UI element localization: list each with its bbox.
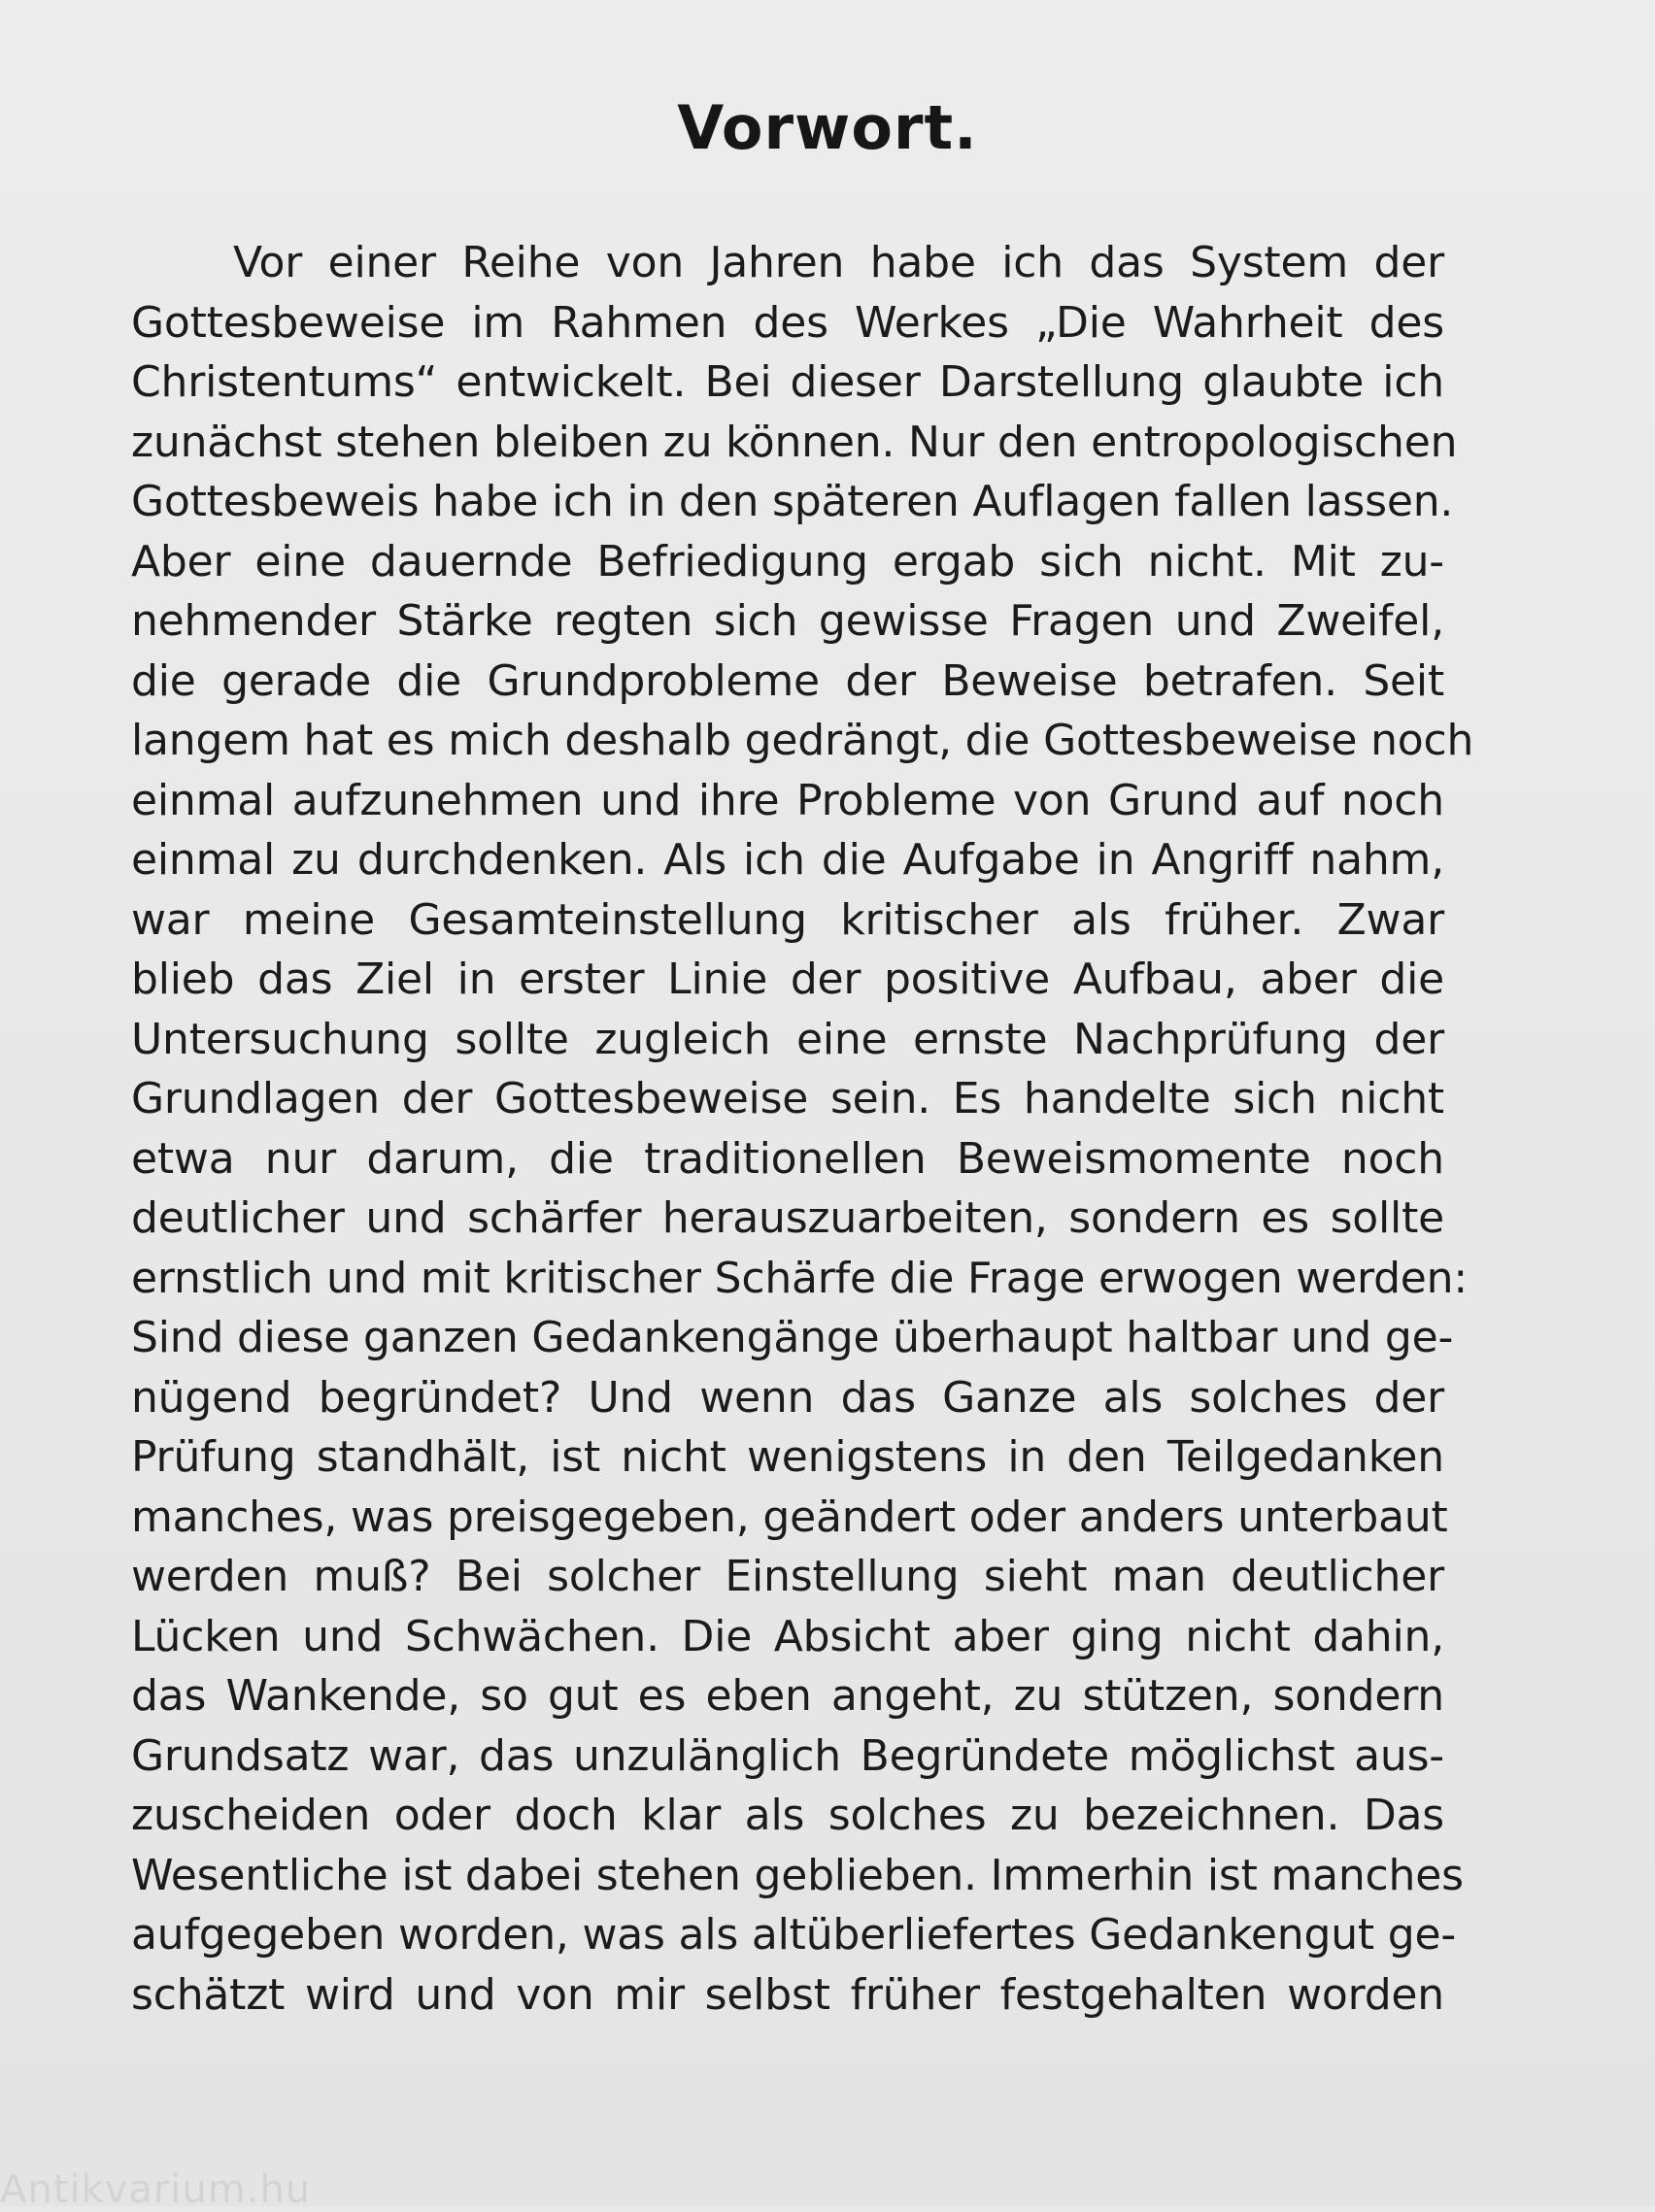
text-line: Untersuchung sollte zugleich eine ernste Nachprüfung der [131,1014,1444,1064]
text-line: langem hat es mich deshalb gedrängt, die Gottesbeweise noch [131,716,1474,765]
text-line: Prüfung standhält, ist nicht wenigstens in den Teilgedanken [131,1432,1444,1482]
text-line: Grundsatz war, das unzulänglich Begründete möglichst aus- [131,1730,1444,1781]
text-line: zuscheiden oder doch klar als solches zu bezeichnen. Das [131,1791,1444,1840]
text-line: nehmender Stärke regten sich gewisse Fragen und Zweifel, [131,596,1444,646]
text-line: schätzt wird und von mir selbst früher festgehalten worden [131,1969,1444,2020]
page-title: Vorwort. [677,92,978,163]
text-line: ernstlich und mit kritischer Schärfe die Frage erwogen werden: [131,1253,1468,1303]
text-line: Gottesbeweise im Rahmen des Werkes „Die Wahrheit des [131,297,1444,348]
text-line: blieb das Ziel in erster Linie der positive Aufbau, aber die [131,955,1444,1004]
text-line: Vor einer Reihe von Jahren habe ich das System der [233,238,1444,287]
text-line: nügend begründet? Und wenn das Ganze als solches der [131,1372,1444,1423]
text-line: aufgegeben worden, was als altüberliefertes Gedankengut ge- [131,1910,1457,1960]
text-line: Aber eine dauernde Befriedigung ergab sich nicht. Mit zu- [131,536,1444,587]
text-line: Grundlagen der Gottesbeweise sein. Es handelte sich nicht [131,1074,1444,1123]
text-line: Lücken und Schwächen. Die Absicht aber ging nicht dahin, [131,1611,1444,1661]
watermark: Antikvarium.hu [0,2167,312,2212]
text-line: einmal aufzunehmen und ihre Probleme von Grund auf noch [131,775,1444,825]
text-line: Wesentliche ist dabei stehen geblieben. Immerhin ist manches [131,1850,1464,1900]
text-line: werden muß? Bei solcher Einstellung sieht man deutlicher [131,1552,1444,1601]
text-line: manches, was preisgegeben, geändert oder anders unterbaut [131,1491,1448,1542]
text-line: Gottesbeweis habe ich in den späteren Auflagen fallen lassen. [131,477,1454,526]
text-line: das Wankende, so gut es eben angeht, zu stützen, sondern [131,1671,1444,1721]
text-line: einmal zu durchdenken. Als ich die Aufgabe in Angriff nahm, [131,835,1444,885]
text-line: Sind diese ganzen Gedankengänge überhaupt haltbar und ge- [131,1313,1454,1362]
text-line: war meine Gesamteinstellung kritischer als früher. Zwar [131,894,1444,945]
text-line: die gerade die Grundprobleme der Beweise betrafen. Seit [131,655,1444,706]
text-line: deutlicher und schärfer herauszuarbeiten, sondern es sollte [131,1193,1444,1243]
text-line: Christentums“ entwickelt. Bei dieser Darstellung glaubte ich [131,357,1444,407]
text-line: zunächst stehen bleiben zu können. Nur den entropologischen [131,417,1458,467]
preface-paragraph [131,233,1474,2025]
text-line: etwa nur darum, die traditionellen Beweismomente noch [131,1133,1444,1184]
